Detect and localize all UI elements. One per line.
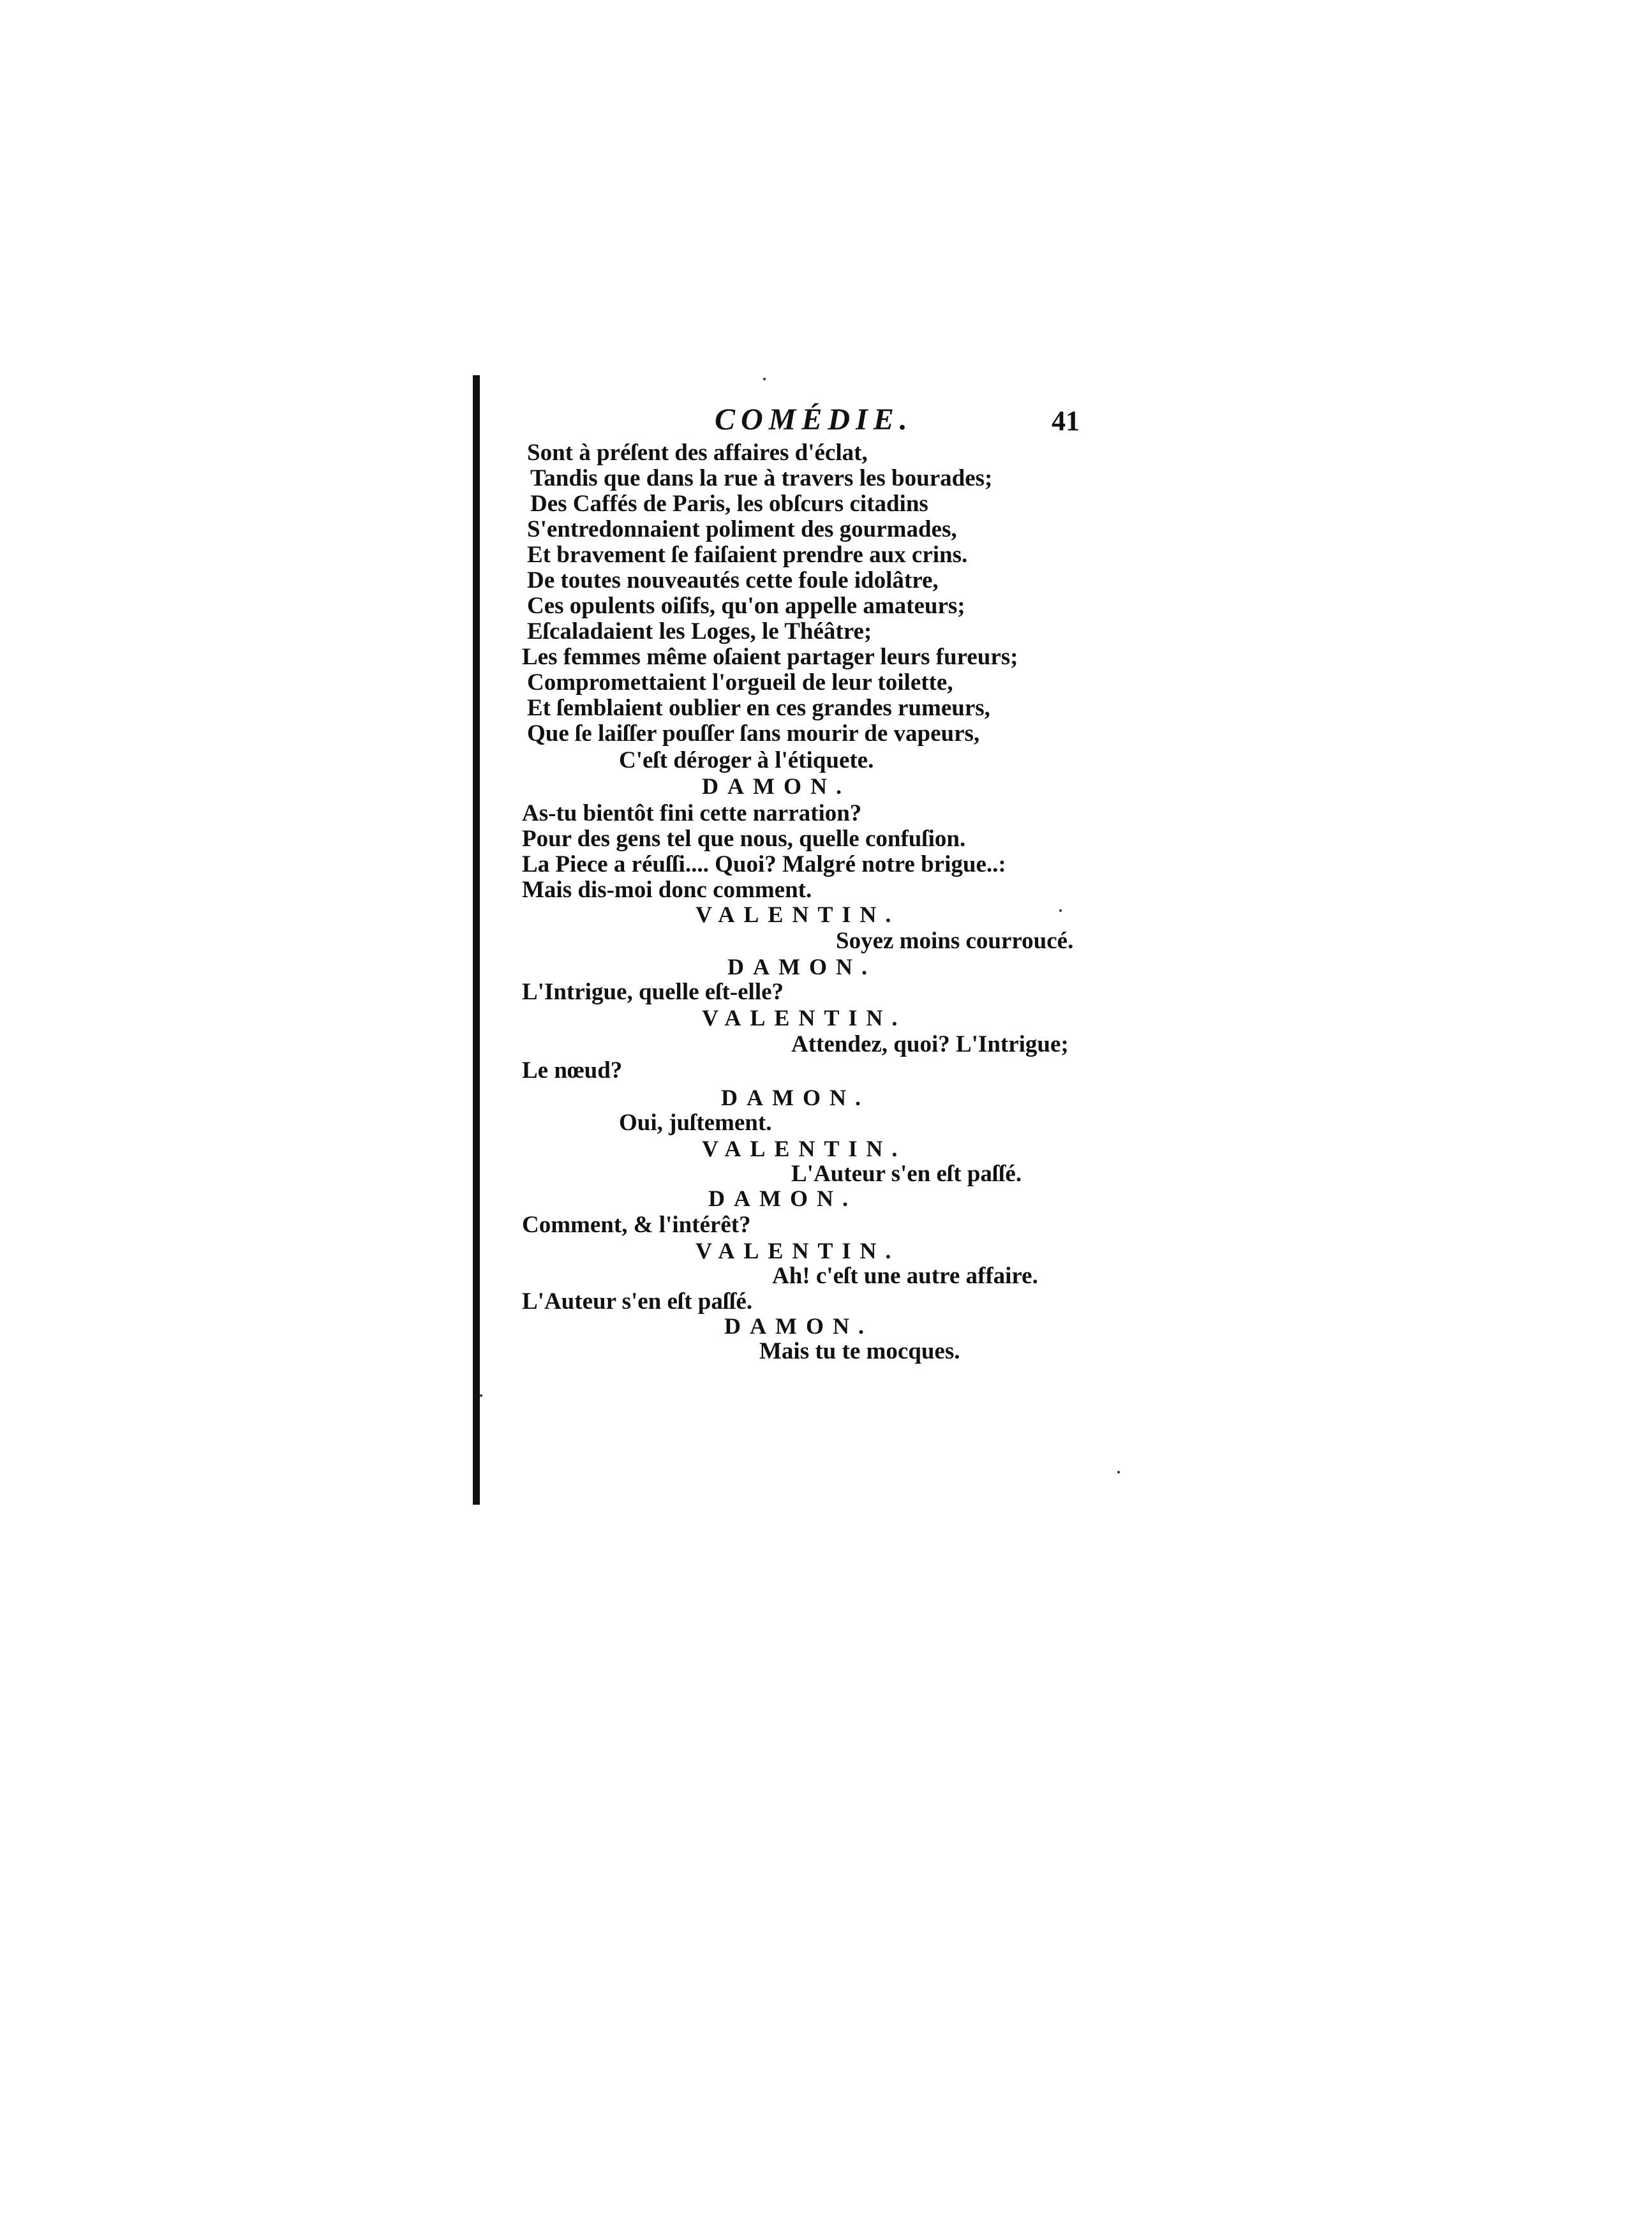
page-number: 41 (1052, 405, 1080, 436)
speaker-name: DAMON. (708, 1186, 857, 1211)
dialogue-line: Soyez moins courroucé. (836, 928, 1074, 954)
running-head: COMÉDIE. (715, 403, 913, 436)
verse-line: Et ſemblaient oublier en ces grandes rumeurs, (527, 695, 990, 721)
verse-line: Sont à préſent des affaires d'éclat, (527, 440, 868, 466)
speaker-name: VALENTIN. (696, 902, 900, 927)
speaker-name: VALENTIN. (702, 1136, 907, 1161)
dialogue-line: Comment, & l'intérêt? (522, 1212, 751, 1238)
verse-line: Eſcaladaient les Loges, le Théâtre; (527, 618, 872, 645)
speaker-name: DAMON. (724, 1313, 873, 1339)
verse-line: C'eſt déroger à l'étiquete. (619, 747, 874, 773)
dialogue-line: La Piece a réuſſi.... Quoi? Malgré notre brigue..: (522, 851, 1006, 877)
verse-line: De toutes nouveautés cette foule idolâtre, (527, 567, 939, 593)
scan-speck (1117, 1471, 1120, 1473)
dialogue-line: L'Intrigue, quelle eſt-elle? (522, 979, 784, 1005)
verse-line: Que ſe laiſſer pouſſer ſans mourir de vapeurs, (527, 720, 980, 747)
dialogue-line: Pour des gens tel que nous, quelle confuſion. (522, 826, 966, 852)
verse-line: S'entredonnaient poliment des gourmades, (527, 516, 957, 542)
verse-line: Des Caffés de Paris, les obſcurs citadins (530, 491, 928, 517)
dialogue-line: Le nœud? (522, 1057, 623, 1084)
dialogue-line: L'Auteur s'en eſt paſſé. (791, 1161, 1022, 1187)
speaker-name: DAMON. (702, 773, 851, 799)
dialogue-line: Mais tu te mocques. (759, 1338, 960, 1364)
binding-gutter-rule (473, 375, 480, 1505)
scan-speck (480, 1394, 482, 1397)
verse-line: Compromettaient l'orgueil de leur toilette, (527, 669, 953, 696)
speaker-name: VALENTIN. (702, 1005, 907, 1031)
dialogue-line: Oui, juſtement. (619, 1110, 772, 1136)
scan-speck (763, 378, 766, 380)
dialogue-line: As-tu bientôt fini cette narration? (522, 800, 862, 826)
verse-line: Et bravement ſe faiſaient prendre aux crins. (527, 542, 968, 568)
speaker-name: DAMON. (727, 954, 876, 980)
dialogue-line: Mais dis-moi donc comment. (522, 877, 812, 903)
verse-line: Ces opulents oiſifs, qu'on appelle amateurs; (527, 593, 965, 619)
verse-line: Tandis que dans la rue à travers les bourades; (530, 465, 993, 491)
scan-speck (1059, 909, 1062, 912)
dialogue-line: L'Auteur s'en eſt paſſé. (522, 1288, 753, 1315)
speaker-name: VALENTIN. (696, 1238, 900, 1263)
speaker-name: DAMON. (721, 1085, 870, 1110)
verse-line: Les femmes même oſaient partager leurs fureurs; (522, 644, 1018, 670)
dialogue-line: Ah! c'eſt une autre affaire. (772, 1263, 1038, 1289)
dialogue-line: Attendez, quoi? L'Intrigue; (791, 1031, 1069, 1057)
